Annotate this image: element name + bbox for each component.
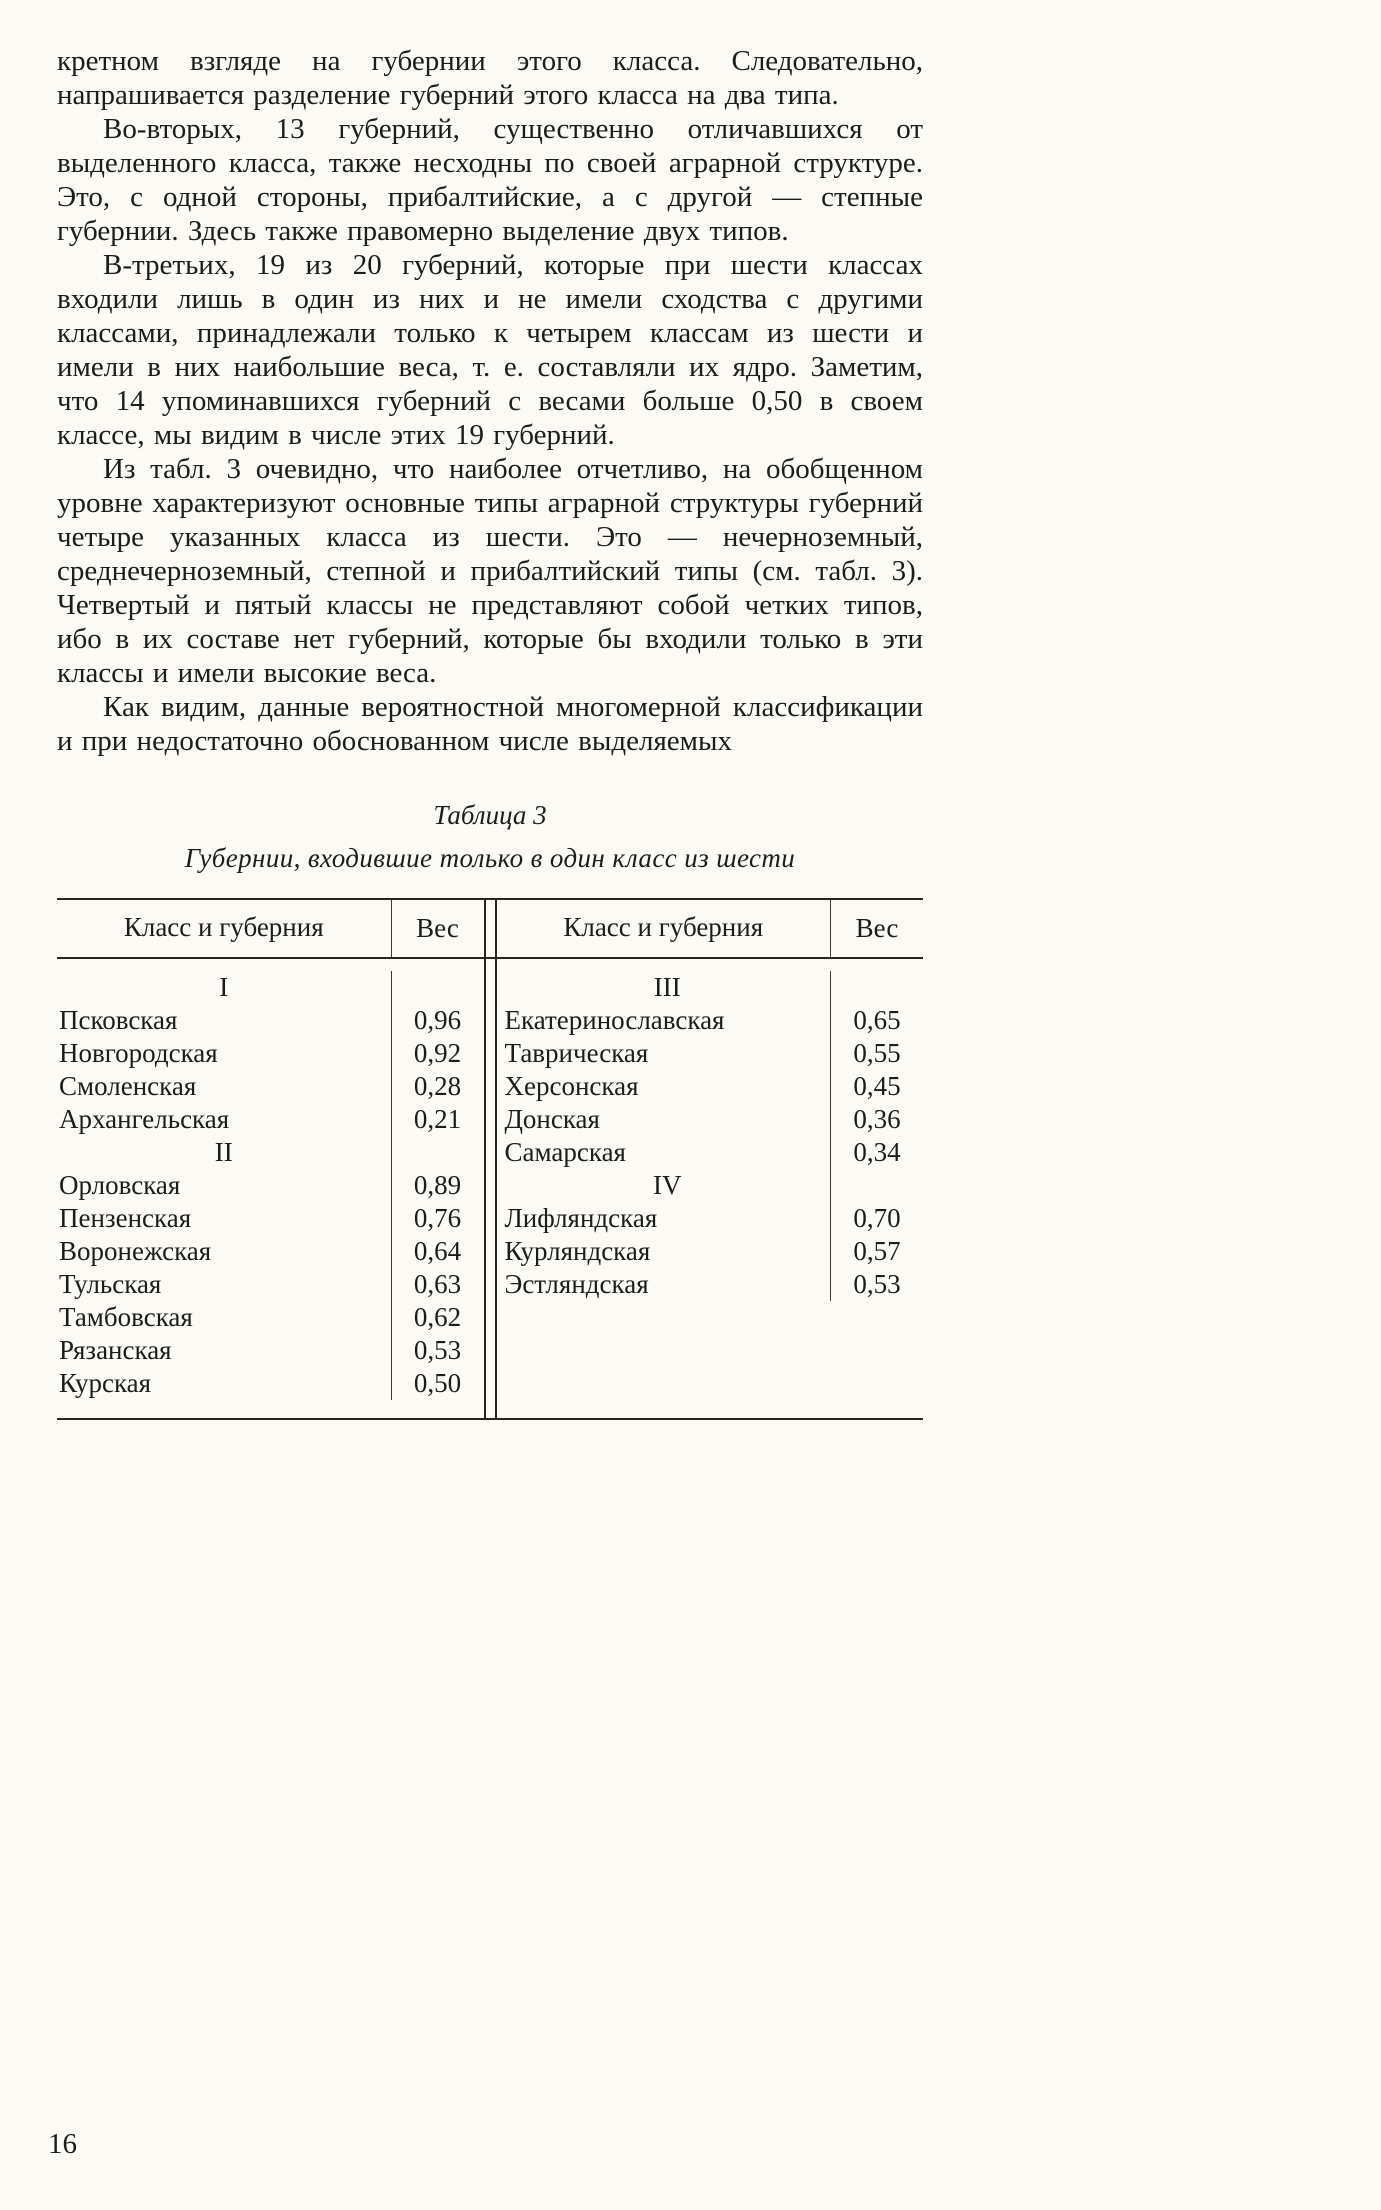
table-row <box>497 1268 924 1301</box>
province-name-cell: Псковская <box>57 1004 392 1037</box>
classification-table <box>57 898 923 1420</box>
table-row <box>57 1103 484 1136</box>
table-row <box>57 1070 484 1103</box>
class-group-label: IV <box>497 1169 832 1202</box>
weight-value-cell: 0,63 <box>413 1269 462 1299</box>
table-row <box>497 1235 924 1268</box>
table-row <box>497 1070 924 1103</box>
table-row <box>497 1004 924 1037</box>
table-row <box>497 1103 924 1136</box>
weight-value-cell: 0,34 <box>853 1137 901 1167</box>
column-header-weight: Вес <box>855 913 899 943</box>
weight-value-cell: 0,36 <box>853 1104 901 1134</box>
table-right-half <box>497 959 924 1418</box>
table-row <box>57 1169 484 1202</box>
table-left-half <box>57 959 484 1418</box>
province-name-cell: Херсонская <box>497 1070 832 1103</box>
weight-value-cell: 0,57 <box>853 1236 901 1266</box>
province-name-cell: Курляндская <box>497 1235 832 1268</box>
weight-value-cell: 0,76 <box>413 1203 462 1233</box>
class-group-row <box>497 971 924 1004</box>
weight-value-cell: 0,89 <box>413 1170 462 1200</box>
table-header-row <box>57 900 923 959</box>
class-group-row <box>57 971 484 1004</box>
class-group-row <box>497 1169 924 1202</box>
province-name-cell: Самарская <box>497 1136 832 1169</box>
table-row <box>57 1334 484 1367</box>
province-name-cell: Екатеринославская <box>497 1004 832 1037</box>
table-caption-title: Губернии, входившие только в один класс из шести <box>184 843 796 873</box>
province-name-cell: Архангельская <box>57 1103 392 1136</box>
province-name-cell: Курская <box>57 1367 392 1400</box>
header-group-left <box>57 900 484 957</box>
weight-value-cell: 0,64 <box>413 1236 462 1266</box>
province-name-cell: Воронежская <box>57 1235 392 1268</box>
table-row <box>497 1202 924 1235</box>
weight-value-cell: 0,96 <box>413 1005 462 1035</box>
province-name-cell: Таврическая <box>497 1037 832 1070</box>
header-group-right <box>497 900 924 957</box>
weight-value-cell: 0,55 <box>853 1038 901 1068</box>
table-row <box>57 1235 484 1268</box>
province-name-cell: Эстляндская <box>497 1268 832 1301</box>
province-name-cell: Тульская <box>57 1268 392 1301</box>
table-row <box>57 1301 484 1334</box>
column-header-class-province: Класс и губерния <box>57 900 392 957</box>
body-paragraph: кретном взгляде на губернии этого класса. Следовательно, напрашивается разделение губерний этого класса на два типа. <box>57 45 923 111</box>
weight-value-cell: 0,45 <box>853 1071 901 1101</box>
text-column <box>57 44 923 1420</box>
body-paragraph: Из табл. 3 очевидно, что наиболее отчетливо, на обобщенном уровне характеризуют основные типы аграрной структуры губерний четыре указанных класса из шести. Это — нечерноземный, среднечерноземный, степной и прибалтийский типы (см. табл. 3). Четвертый и пятый классы не представляют собой четких типов, ибо в их составе нет губерний, которые бы входили только в эти классы и имели высокие веса. <box>57 453 923 689</box>
table-row <box>497 1037 924 1070</box>
column-header-class-province: Класс и губерния <box>497 900 832 957</box>
class-group-label: II <box>57 1136 392 1169</box>
province-name-cell: Смоленская <box>57 1070 392 1103</box>
column-header-weight: Вес <box>416 913 459 943</box>
body-paragraph: В-третьих, 19 из 20 губерний, которые при шести классах входили лишь в один из них и не имели сходства с другими классами, принадлежали только к четырем классам из шести и имели в них наибольшие веса, т. е. составляли их ядро. Заметим, что 14 упоминавшихся губерний с весами больше 0,50 в своем классе, мы видим в числе этих 19 губерний. <box>57 249 923 451</box>
class-group-label: III <box>497 971 832 1004</box>
table-row <box>57 1367 484 1400</box>
weight-value-cell: 0,53 <box>853 1269 901 1299</box>
province-name-cell: Рязанская <box>57 1334 392 1367</box>
class-group-row <box>57 1136 484 1169</box>
province-name-cell: Новгородская <box>57 1037 392 1070</box>
table-row <box>497 1136 924 1169</box>
weight-value-cell: 0,65 <box>853 1005 901 1035</box>
center-double-rule <box>484 959 497 1418</box>
table-block <box>57 800 923 1420</box>
table-row <box>57 1268 484 1301</box>
province-name-cell: Пензенская <box>57 1202 392 1235</box>
province-name-cell: Лифляндская <box>497 1202 832 1235</box>
province-name-cell: Донская <box>497 1103 832 1136</box>
weight-value-cell: 0,21 <box>413 1104 462 1134</box>
body-paragraph: Как видим, данные вероятностной многомерной классификации и при недостаточно обоснованном числе выделяемых <box>57 691 923 757</box>
page-number: 16 <box>48 2128 77 2160</box>
province-name-cell: Тамбовская <box>57 1301 392 1334</box>
body-paragraph: Во-вторых, 13 губерний, существенно отличавшихся от выделенного класса, также несходны по своей аграрной структуре. Это, с одной стороны, прибалтийские, а с другой — степные губернии. Здесь также правомерно выделение двух типов. <box>57 113 923 247</box>
table-caption-label: Таблица 3 <box>433 800 547 830</box>
table-row <box>57 1004 484 1037</box>
weight-value-cell: 0,53 <box>413 1335 462 1365</box>
weight-value-cell: 0,50 <box>413 1368 462 1398</box>
table-row <box>57 1202 484 1235</box>
table-body <box>57 959 923 1418</box>
weight-value-cell: 0,92 <box>413 1038 462 1068</box>
weight-value-cell: 0,28 <box>413 1071 462 1101</box>
class-group-label: I <box>57 971 392 1004</box>
weight-value-cell: 0,70 <box>853 1203 901 1233</box>
center-double-rule <box>484 900 497 957</box>
province-name-cell: Орловская <box>57 1169 392 1202</box>
weight-value-cell: 0,62 <box>413 1302 462 1332</box>
table-row <box>57 1037 484 1070</box>
